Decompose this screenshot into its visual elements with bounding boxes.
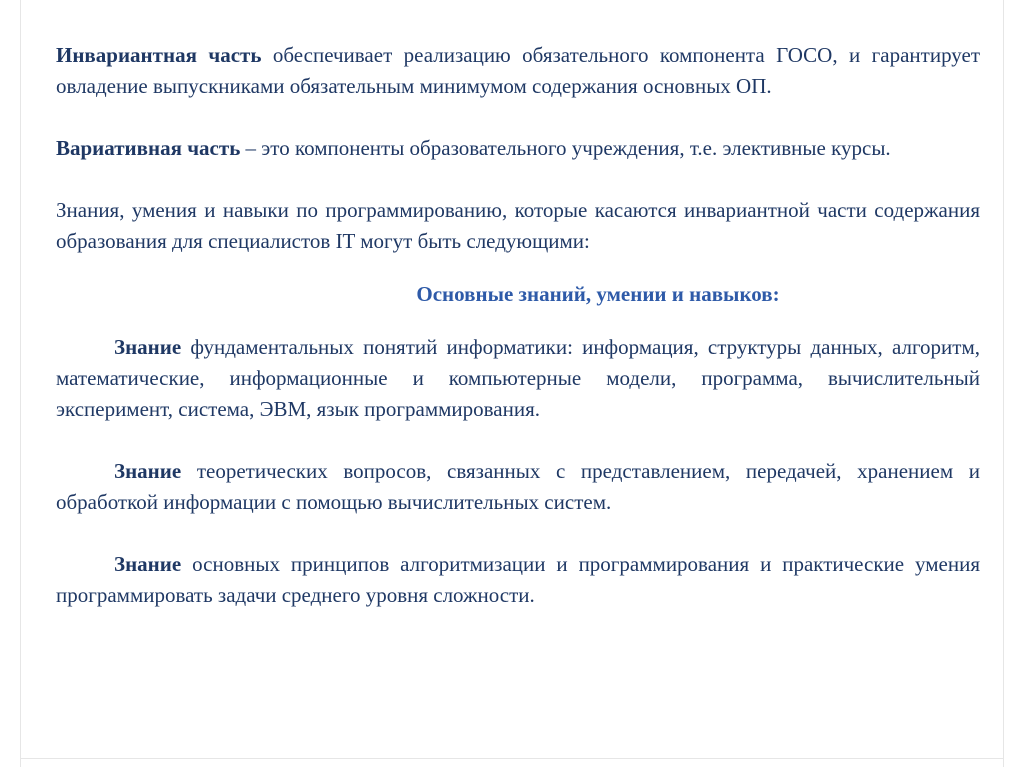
frame-bottom-border bbox=[20, 758, 1004, 759]
skill-item-term: Знание bbox=[114, 459, 182, 483]
skill-item-term: Знание bbox=[114, 552, 182, 576]
slide-body bbox=[56, 40, 980, 611]
invariant-part-text: обеспечивает реализацию обязательного компонента ГОСО, и гарантирует овладение выпускниками обязательным минимумом содержания основных ОП. bbox=[56, 43, 981, 98]
frame-right-border bbox=[1003, 0, 1004, 767]
skill-item-theory bbox=[56, 456, 980, 518]
variative-part-paragraph bbox=[56, 133, 980, 164]
variative-part-text: – это компоненты образовательного учреждения, т.е. элективные курсы. bbox=[240, 136, 891, 160]
invariant-part-paragraph bbox=[56, 40, 980, 102]
invariant-part-term: Инвариантная часть bbox=[56, 43, 262, 67]
frame-left-border bbox=[20, 0, 21, 767]
skill-item-text: теоретических вопросов, связанных с представлением, передачей, хранением и обработкой информации с помощью вычислительных систем. bbox=[56, 459, 980, 514]
skill-item-text: фундаментальных понятий информатики: информация, структуры данных, алгоритм, математические, информационные и компьютерные модели, программа, вычислительный эксперимент, система, ЭВМ, язык программирования. bbox=[56, 335, 980, 421]
skill-item-algorithms bbox=[56, 549, 980, 611]
skills-heading: Основные знаний, умении и навыков: bbox=[416, 282, 780, 306]
skill-item-fundamentals bbox=[56, 332, 980, 425]
skill-item-text: основных принципов алгоритмизации и программирования и практические умения программировать задачи среднего уровня сложности. bbox=[56, 552, 980, 607]
skill-item-term: Знание bbox=[114, 335, 182, 359]
skills-intro-paragraph: Знания, умения и навыки по программированию, которые касаются инвариантной части содержания образования для специалистов IT могут быть следующими: bbox=[56, 198, 980, 253]
variative-part-term: Вариативная часть bbox=[56, 136, 241, 160]
